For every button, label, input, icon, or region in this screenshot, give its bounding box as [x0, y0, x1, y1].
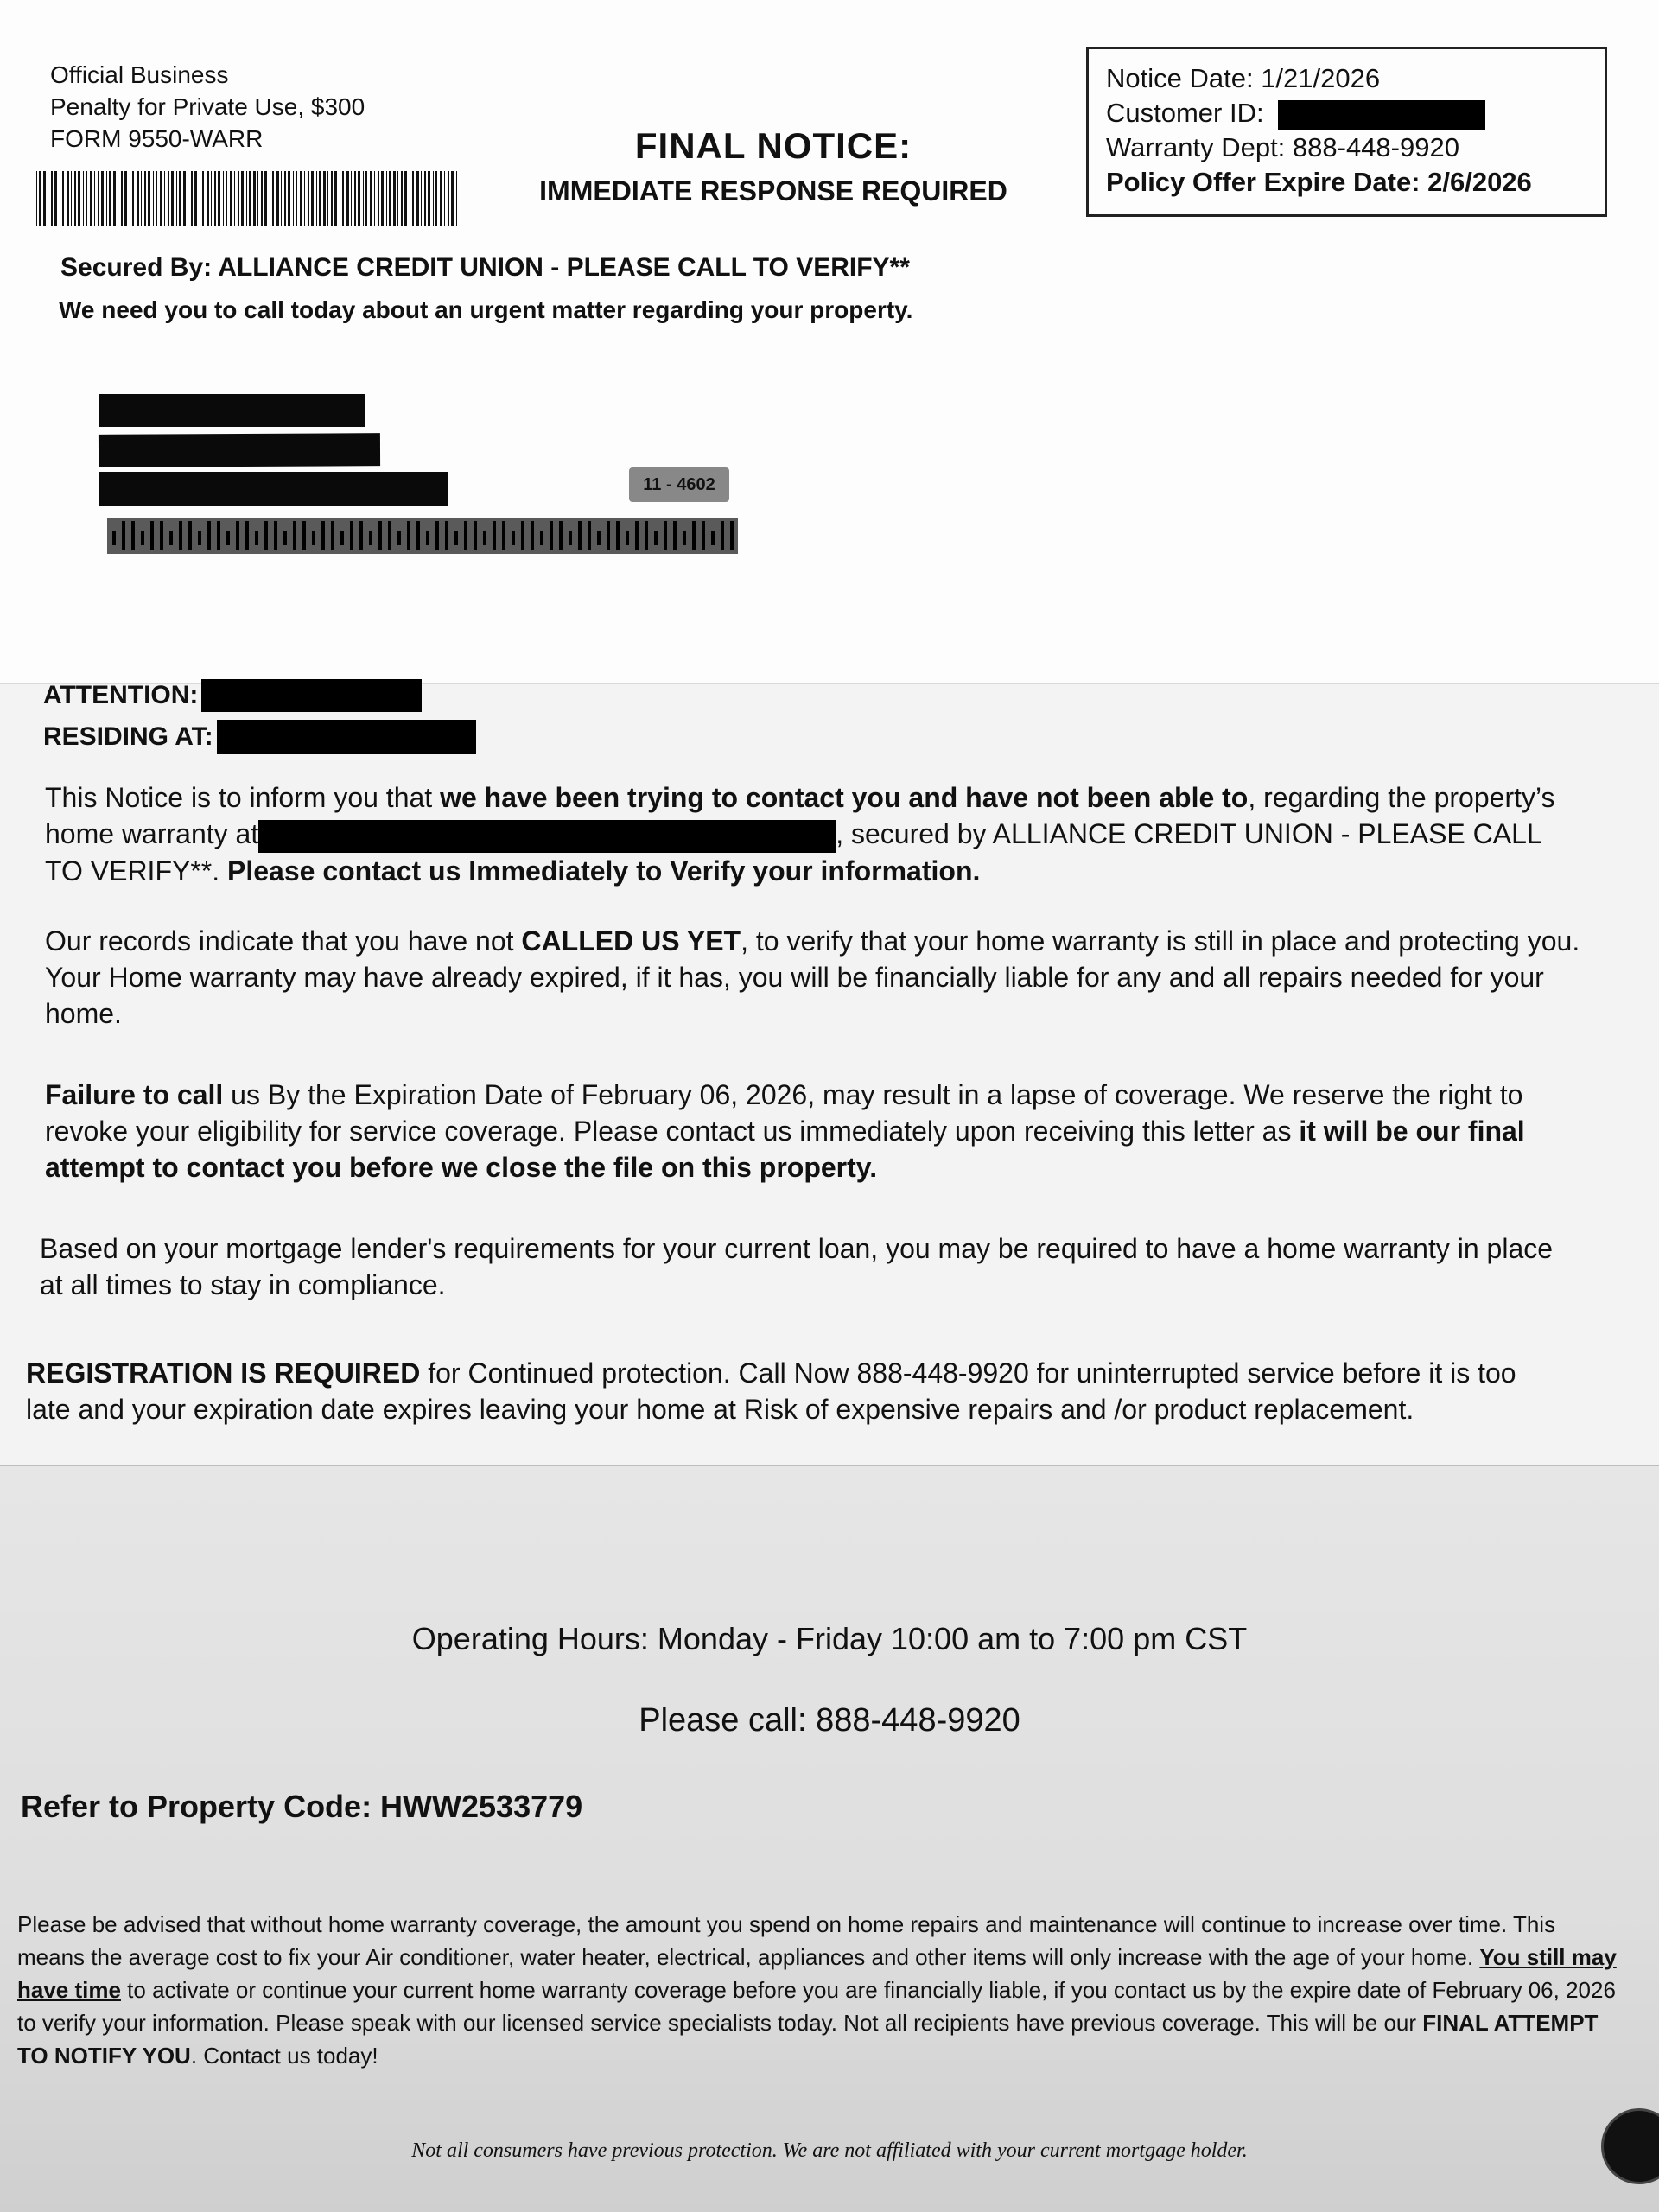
barcode-bar — [67, 171, 69, 226]
barcode-bar — [156, 171, 157, 226]
p1-text-a: This Notice is to inform you that — [45, 782, 441, 813]
address-barcode-bar — [474, 521, 477, 550]
address-barcode-bar — [635, 521, 639, 550]
barcode-bar — [288, 171, 290, 226]
address-barcode-bar — [569, 531, 572, 545]
postal-barcode — [36, 171, 461, 226]
barcode-bar — [428, 171, 430, 226]
address-barcode-bar — [454, 531, 458, 545]
address-barcode-bar — [578, 521, 582, 550]
barcode-bar — [71, 171, 72, 226]
residing-row — [43, 716, 476, 758]
barcode-bar — [218, 171, 220, 226]
barcode-bar — [351, 171, 352, 226]
barcode-bar — [74, 171, 76, 226]
barcode-bar — [296, 171, 297, 226]
barcode-bar — [300, 171, 302, 226]
adv-bold-d: FINAL ATTEMPT TO NOTIFY YOU — [17, 2010, 1599, 2069]
final-notice-heading: FINAL NOTICE: — [634, 125, 912, 166]
barcode-bar — [456, 171, 457, 226]
barcode-bar — [444, 171, 445, 226]
address-barcode-bar — [122, 521, 125, 550]
barcode-bar — [257, 171, 258, 226]
barcode-bar — [316, 171, 317, 226]
address-barcode-bar — [283, 531, 287, 545]
attention-block — [43, 675, 476, 758]
barcode-bar — [106, 171, 107, 226]
barcode-bar — [404, 171, 407, 226]
immediate-response-subheading: IMMEDIATE RESPONSE REQUIRED — [539, 175, 1007, 207]
barcode-bar — [211, 171, 212, 226]
address-barcode-bar — [340, 531, 344, 545]
barcode-bar — [160, 171, 162, 226]
address-barcode-bar — [597, 531, 601, 545]
address-barcode-bar — [236, 521, 239, 550]
barcode-bar — [191, 171, 193, 226]
barcode-bar — [440, 171, 442, 226]
p3-text-b: us By the Expiration Date of February 06, 2026, may result in a lapse of coverage. We reserve the right to revoke your eligibility for service coverage. Please contact us immediately upon receiving this letter as — [45, 1079, 1523, 1147]
warranty-dept-phone: Warranty Dept: 888-448-9920 — [1106, 132, 1459, 162]
barcode-bar — [342, 171, 344, 226]
property-code: Refer to Property Code: HWW2533779 — [21, 1789, 583, 1824]
address-barcode-bar — [607, 521, 610, 550]
address-barcode-background — [107, 518, 738, 554]
barcode-bar — [207, 171, 209, 226]
barcode-bar — [451, 171, 454, 226]
address-barcode-bar — [131, 521, 135, 550]
address-barcode-bar — [426, 531, 429, 545]
barcode-bar — [124, 171, 127, 226]
p2-text-a: Our records indicate that you have not — [45, 925, 522, 957]
address-barcode-bar — [112, 531, 116, 545]
address-barcode-bar — [150, 521, 154, 550]
attention-redaction — [201, 679, 422, 712]
address-barcode-bar — [645, 521, 648, 550]
barcode-bar — [311, 171, 314, 226]
please-call-phone: Please call: 888-448-9920 — [639, 1702, 1020, 1738]
barcode-bar — [86, 171, 87, 226]
p1-bold-b: we have been trying to contact you and have not been able to — [440, 782, 1249, 813]
paragraph-lender-requirements — [40, 1230, 1578, 1303]
barcode-bar — [179, 171, 181, 226]
barcode-bar — [323, 171, 326, 226]
property-address-redaction — [258, 820, 836, 853]
residing-redaction — [217, 720, 476, 754]
p1-text-c: , regarding the property’s home warranty at — [45, 782, 1555, 849]
address-barcode-bar — [255, 531, 258, 545]
barcode-bar — [386, 171, 387, 226]
p3-bold-a: Failure to call — [45, 1079, 224, 1110]
barcode-bar — [137, 171, 139, 226]
barcode-bar — [234, 171, 235, 226]
address-barcode-bar — [198, 531, 201, 545]
barcode-bar — [281, 171, 282, 226]
barcode-bar — [43, 171, 46, 226]
barcode-bar — [448, 171, 449, 226]
address-barcode-bar — [683, 531, 686, 545]
address-barcode-bar — [692, 521, 696, 550]
barcode-bar — [223, 171, 224, 226]
barcode-bar — [98, 171, 99, 226]
official-business-line: Official Business — [50, 61, 229, 88]
barcode-bar — [272, 171, 274, 226]
address-barcode-bar — [188, 521, 192, 550]
barcode-bar — [412, 171, 414, 226]
barcode-bar — [370, 171, 372, 226]
paragraph-records — [45, 923, 1583, 1032]
address-barcode-bar — [369, 531, 372, 545]
p1-bold-e: Please contact us Immediately to Verify your information. — [227, 855, 981, 887]
address-barcode-bar — [160, 521, 163, 550]
address-barcode-bar — [302, 521, 306, 550]
address-barcode-bar — [521, 521, 524, 550]
barcode-bar — [132, 171, 134, 226]
advisory-paragraph — [17, 1908, 1624, 2072]
barcode-bar — [54, 171, 57, 226]
barcode-bar — [261, 171, 263, 226]
barcode-bar — [230, 171, 232, 226]
address-barcode-bar — [588, 521, 591, 550]
barcode-bar — [378, 171, 379, 226]
residing-label: RESIDING AT: — [43, 722, 213, 751]
paragraph-contact-attempt — [45, 779, 1583, 889]
barcode-bar — [109, 171, 111, 226]
barcode-bar — [389, 171, 391, 226]
address-barcode-bar — [331, 521, 334, 550]
address-barcode-bar — [350, 521, 353, 550]
notice-title — [518, 125, 1028, 207]
p5-bold-a: REGISTRATION IS REQUIRED — [26, 1357, 421, 1389]
address-barcode-bar — [226, 531, 230, 545]
address-barcode-bar — [512, 531, 515, 545]
barcode-bar — [246, 171, 247, 226]
barcode-bar — [113, 171, 116, 226]
address-barcode-bar — [264, 521, 268, 550]
p3-bold-c: it will be our final attempt to contact you before we close the file on this property. — [45, 1116, 1525, 1183]
address-barcode-bar — [483, 531, 486, 545]
barcode-bar — [435, 171, 437, 226]
barcode-bar — [354, 171, 356, 226]
attention-row — [43, 675, 476, 716]
barcode-bar — [51, 171, 53, 226]
barcode-bar — [308, 171, 309, 226]
barcode-bar — [397, 171, 398, 226]
adv-underline-b: You still may have time — [17, 1944, 1617, 2003]
notice-date: Notice Date: 1/21/2026 — [1106, 63, 1381, 93]
barcode-bar — [194, 171, 197, 226]
barcode-bar — [241, 171, 244, 226]
barcode-bar — [284, 171, 286, 226]
barcode-bar — [183, 171, 186, 226]
address-barcode-bar — [321, 521, 325, 550]
address-barcode-bar — [531, 521, 534, 550]
penalty-line: Penalty for Private Use, $300 — [50, 93, 365, 120]
address-barcode-bar — [445, 521, 448, 550]
secured-by-line: Secured By: ALLIANCE CREDIT UNION - PLEASE CALL TO VERIFY** — [60, 253, 910, 282]
barcode-bar — [416, 171, 419, 226]
address-barcode-bar — [550, 521, 553, 550]
barcode-bar — [381, 171, 384, 226]
address-barcode-bar — [397, 531, 401, 545]
form-number: FORM 9550-WARR — [50, 125, 264, 152]
address-barcode-bar — [711, 531, 715, 545]
barcode-bar — [153, 171, 154, 226]
address-barcode-bar — [141, 531, 144, 545]
barcode-bar — [164, 171, 165, 226]
customer-id-label: Customer ID: — [1106, 98, 1264, 128]
address-barcode-bar — [626, 531, 629, 545]
barcode-bar — [334, 171, 337, 226]
mailer-indicia — [50, 59, 365, 155]
barcode-bar — [421, 171, 422, 226]
barcode-bar — [214, 171, 216, 226]
barcode-bar — [121, 171, 123, 226]
policy-expire-date: Policy Offer Expire Date: 2/6/2026 — [1106, 167, 1532, 197]
address-redaction-line-1 — [99, 394, 365, 427]
letter-bottom-panel — [0, 1465, 1659, 2212]
barcode-bar — [253, 171, 256, 226]
address-barcode-bar — [179, 521, 182, 550]
barcode-bar — [327, 171, 328, 226]
adv-text-a: Please be advised that without home warranty coverage, the amount you spend on home repairs and maintenance will continue to increase over time. This means the average cost to fix your Air conditioner, water heater, electrical, appliances and other items will only increase with the age of your home. — [17, 1911, 1556, 1970]
address-barcode-bar — [359, 521, 363, 550]
barcode-bar — [62, 171, 64, 226]
barcode-bar — [238, 171, 239, 226]
address-barcode-bar — [616, 521, 620, 550]
notice-info-box — [1086, 47, 1607, 217]
barcode-bar — [168, 171, 169, 226]
barcode-bar — [331, 171, 333, 226]
address-barcode-bar — [274, 521, 277, 550]
address-redaction-line-2 — [99, 433, 380, 467]
address-barcode-bar — [502, 521, 505, 550]
barcode-bar — [346, 171, 349, 226]
barcode-bar — [141, 171, 142, 226]
address-barcode-bar — [217, 521, 220, 550]
disclaimer: Not all consumers have previous protection. We are not affiliated with your current mortgage holder. — [411, 2139, 1248, 2162]
customer-id-redaction — [1278, 100, 1485, 130]
adv-text-c: to activate or continue your current home warranty coverage before you are financially liable, if you contact us by the expire date of February 06, 2026 to verify your information. Please speak with our licensed service specialists today. Not all recipients have previous coverage. This will be our — [17, 1977, 1616, 2036]
address-barcode-bar — [540, 531, 543, 545]
address-barcode-bar — [407, 521, 410, 550]
barcode-bar — [176, 171, 177, 226]
address-barcode-bar — [435, 521, 439, 550]
attention-label: ATTENTION: — [43, 681, 199, 709]
address-barcode-bar — [654, 531, 658, 545]
barcode-bar — [83, 171, 84, 226]
address-barcode-bar — [559, 521, 563, 550]
barcode-bar — [401, 171, 403, 226]
address-route-code: 11 - 4602 — [629, 467, 729, 502]
address-barcode-bar — [169, 531, 173, 545]
barcode-bar — [304, 171, 305, 226]
customer-id-row — [1106, 96, 1587, 130]
barcode-bar — [226, 171, 227, 226]
barcode-bar — [101, 171, 104, 226]
barcode-bar — [202, 171, 204, 226]
address-barcode-bar — [673, 521, 677, 550]
barcode-bar — [94, 171, 95, 226]
p2-bold-b: CALLED US YET — [521, 925, 741, 957]
address-barcode-bar — [493, 521, 496, 550]
barcode-bar — [78, 171, 80, 226]
p4-text: Based on your mortgage lender's requirements for your current loan, you may be required to have a home warranty in place at all times to stay in compliance. — [40, 1233, 1554, 1300]
address-redaction-line-3 — [99, 472, 448, 506]
address-barcode-bar — [312, 531, 315, 545]
p1-text-d: , secured by ALLIANCE CREDIT UNION - PLEASE CALL TO VERIFY**. — [45, 818, 1541, 887]
barcode-bar — [374, 171, 375, 226]
barcode-bar — [264, 171, 267, 226]
barcode-bar — [90, 171, 92, 226]
barcode-bar — [424, 171, 426, 226]
address-barcode-bar — [378, 521, 382, 550]
barcode-bar — [36, 171, 37, 226]
address-barcode-bar — [730, 521, 734, 550]
address-barcode — [107, 514, 738, 557]
barcode-bar — [249, 171, 251, 226]
barcode-bar — [171, 171, 174, 226]
barcode-bar — [363, 171, 364, 226]
barcode-bar — [319, 171, 321, 226]
barcode-bar — [433, 171, 434, 226]
barcode-bar — [276, 171, 279, 226]
address-barcode-bar — [245, 521, 249, 550]
p5-text-b: for Continued protection. Call Now 888-448-9920 for uninterrupted service before it is too late and your expiration date expires leaving your home at Risk of expensive repairs and /or product replacement. — [26, 1357, 1516, 1425]
address-barcode-bar — [293, 521, 296, 550]
barcode-bar — [144, 171, 146, 226]
address-barcode-bar — [207, 521, 211, 550]
urgent-matter-line: We need you to call today about an urgent matter regarding your property. — [59, 296, 913, 323]
address-barcode-bar — [664, 521, 667, 550]
address-barcode-bar — [721, 521, 724, 550]
barcode-bar — [393, 171, 396, 226]
barcode-bar — [293, 171, 294, 226]
p2-text-c: , to verify that your home warranty is still in place and protecting you. Your Home warranty may have already expired, if it has, you will be financially liable for any and all repairs needed for your home. — [45, 925, 1580, 1029]
address-barcode-bar — [464, 521, 467, 550]
barcode-bar — [148, 171, 150, 226]
adv-text-e: . Contact us today! — [190, 2043, 378, 2069]
barcode-bar — [365, 171, 367, 226]
barcode-bar — [39, 171, 41, 226]
address-barcode-bar — [388, 521, 391, 550]
paragraph-registration — [26, 1355, 1564, 1427]
barcode-bar — [358, 171, 360, 226]
paragraph-failure-to-call — [45, 1077, 1583, 1185]
address-barcode-bar — [702, 521, 705, 550]
address-barcode-bar — [416, 521, 420, 550]
operating-hours: Operating Hours: Monday - Friday 10:00 am to 7:00 pm CST — [411, 1621, 1248, 1656]
